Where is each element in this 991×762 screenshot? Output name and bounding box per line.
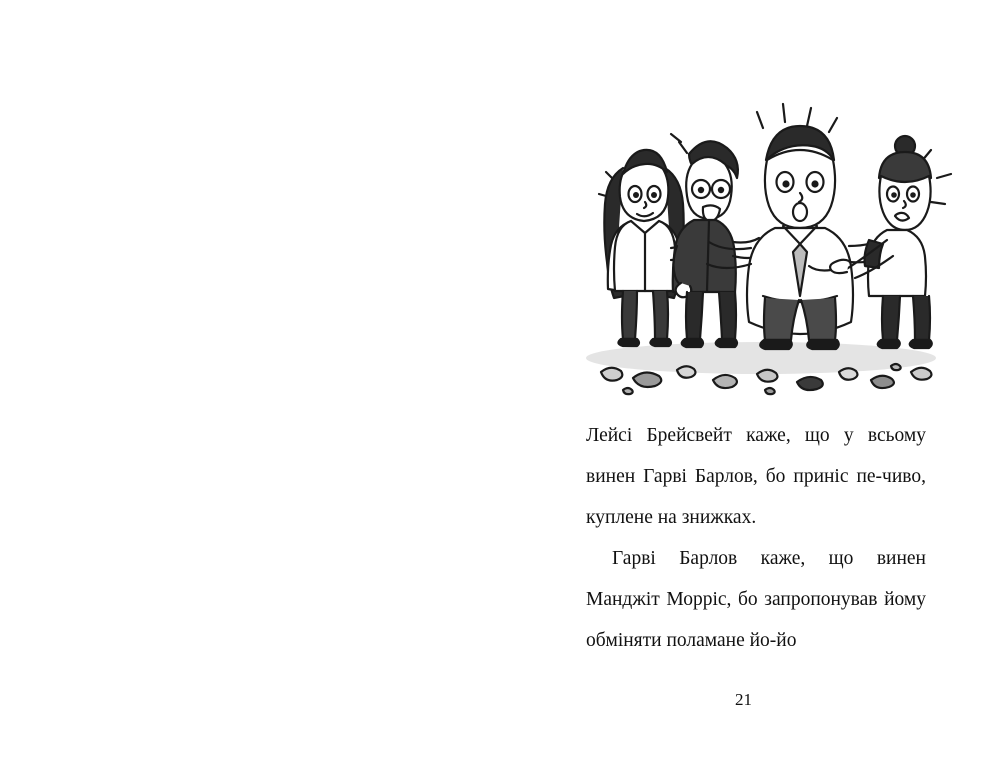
four-children-arguing-spilled-cookies-illustration xyxy=(561,90,961,405)
paragraph-1: Лейсі Брейсвейт каже, що у всьому винен Гарві Барлов, бо приніс пе-чиво, куплене на знижках. xyxy=(586,425,926,528)
right-page xyxy=(496,0,991,762)
paragraph-2: Гарві Барлов каже, що винен Манджіт Морріс, бо запропонував йому обміняти поламане йо-йо xyxy=(586,548,926,651)
page-body-text xyxy=(586,415,926,661)
left-page xyxy=(0,0,495,762)
page-number: 21 xyxy=(735,690,752,709)
